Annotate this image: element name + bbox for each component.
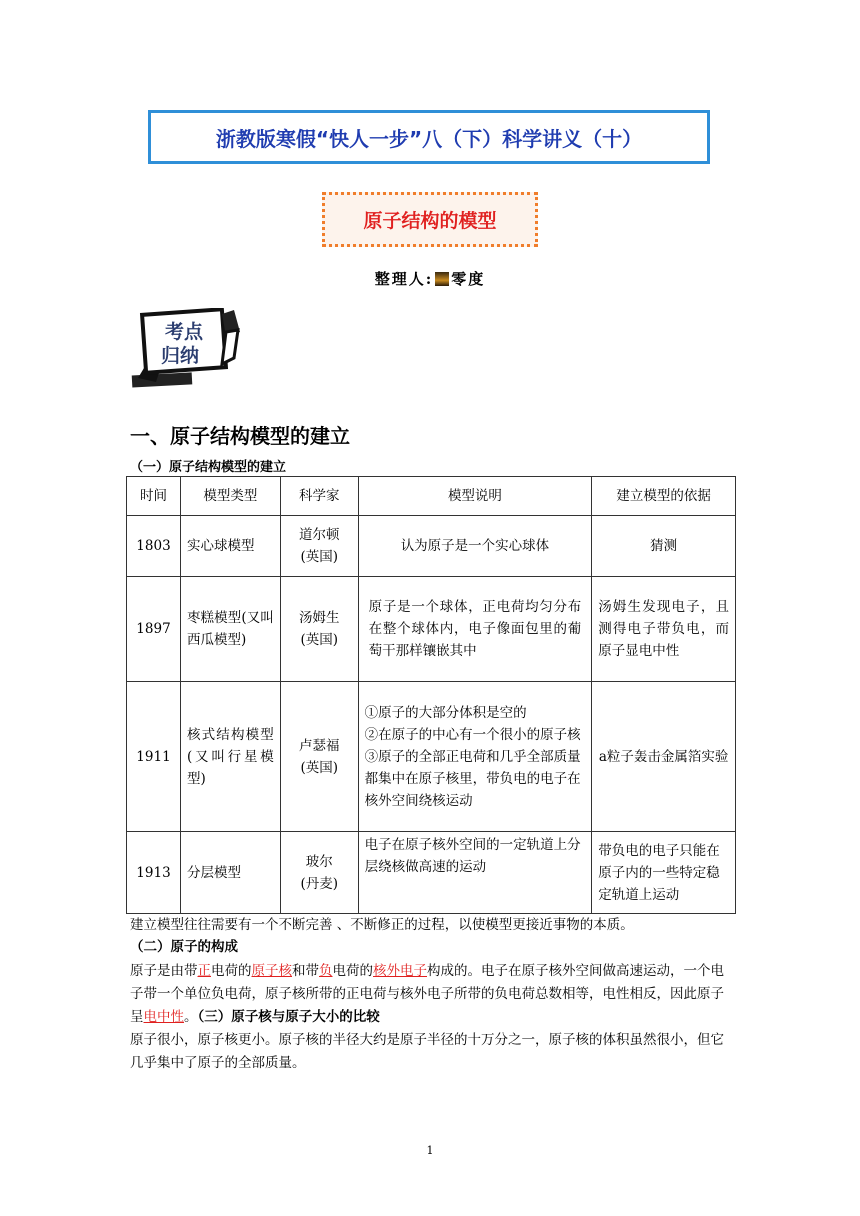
description-cell bbox=[358, 682, 592, 832]
year-cell: 1897 bbox=[127, 577, 181, 682]
description-line: ②在原子的中心有一个很小的原子核 bbox=[364, 726, 581, 743]
table-header-row bbox=[127, 477, 736, 516]
organizer-logo-icon bbox=[435, 272, 449, 286]
emphasis-nucleus: 原子核 bbox=[251, 963, 292, 979]
model-cell: 实心球模型 bbox=[180, 516, 280, 577]
basis-cell: a粒子轰击金属箔实验 bbox=[592, 682, 736, 832]
table-header: 模型说明 bbox=[358, 477, 592, 516]
table-row bbox=[127, 832, 736, 914]
basis-cell: 猜测 bbox=[592, 516, 736, 577]
model-cell: 分层模型 bbox=[180, 832, 280, 914]
table-header: 模型类型 bbox=[180, 477, 280, 516]
model-cell: 枣糕模型(又叫西瓜模型) bbox=[180, 577, 280, 682]
table-header: 时间 bbox=[127, 477, 181, 516]
description-cell: 电子在原子核外空间的一定轨道上分层绕核做高速的运动 bbox=[358, 832, 592, 914]
key-points-badge bbox=[130, 308, 242, 388]
table-header: 建立模型的依据 bbox=[592, 477, 736, 516]
description-cell: 认为原子是一个实心球体 bbox=[358, 516, 592, 577]
section1-subheading: （一）原子结构模型的建立 bbox=[130, 460, 287, 475]
section1-heading: 一、原子结构模型的建立 bbox=[130, 424, 350, 448]
emphasis-neutral: 电中性 bbox=[143, 1009, 184, 1025]
emphasis-negative: 负 bbox=[319, 963, 333, 979]
organizer-name: 零度 bbox=[451, 270, 486, 288]
model-cell: 核式结构模型(又叫行星模型) bbox=[180, 682, 280, 832]
atomic-models-table bbox=[126, 476, 736, 914]
year-cell: 1911 bbox=[127, 682, 181, 832]
badge-line1: 考点 bbox=[164, 321, 204, 343]
scientist-cell: 玻尔 (丹麦) bbox=[280, 832, 358, 914]
basis-cell: 带负电的电子只能在原子内的一些特定稳定轨道上运动 bbox=[592, 832, 736, 914]
organizer-label: 整理人: bbox=[374, 270, 434, 288]
year-cell: 1913 bbox=[127, 832, 181, 914]
description-line: ③原子的全部正电荷和几乎全部质量都集中在原子核里，带负电的电子在核外空间绕核运动 bbox=[364, 748, 581, 809]
emphasis-electrons: 核外电子 bbox=[373, 963, 427, 979]
section3-paragraph: 原子很小，原子核更小。原子核的半径大约是原子半径的十万分之一，原子核的体积虽然很小，但它几乎集中了原子的全部质量。 bbox=[130, 1032, 724, 1071]
section2-heading: （二）原子的构成 bbox=[130, 939, 238, 955]
organizer-line bbox=[0, 268, 860, 289]
document-subtitle: 原子结构的模型 bbox=[322, 192, 538, 247]
table-row bbox=[127, 577, 736, 682]
description-line: ①原子的大部分体积是空的 bbox=[364, 704, 527, 721]
badge-line2: 归纳 bbox=[160, 345, 200, 367]
scientist-cell: 卢瑟福 (英国) bbox=[280, 682, 358, 832]
description-cell: 原子是一个球体，正电荷均匀分布在整个球体内，电子像面包里的葡萄干那样镶嵌其中 bbox=[358, 577, 592, 682]
table-row bbox=[127, 516, 736, 577]
model-note: 建立模型往往需要有一个不断完善 、不断修正的过程，以使模型更接近事物的本质。 bbox=[130, 917, 634, 933]
basis-cell: 汤姆生发现电子，且测得电子带负电，而原子显电中性 bbox=[592, 577, 736, 682]
section3-heading: （三）原子核与原子大小的比较 bbox=[197, 1009, 380, 1025]
scientist-cell: 汤姆生 (英国) bbox=[280, 577, 358, 682]
scientist-cell: 道尔顿 (英国) bbox=[280, 516, 358, 577]
year-cell: 1803 bbox=[127, 516, 181, 577]
section2-paragraph: 原子是由带正电荷的原子核和带负电荷的核外电子构成的。电子在原子核外空间做高速运动，一个电子带一个单位负电荷，原子核所带的正电荷与核外电子所带的负电荷总数相等，电性相反，因此原子呈电中性。（三）原子核与原子大小的比较 bbox=[130, 963, 724, 1025]
document-title: 浙教版寒假“快人一步”八（下）科学讲义（十） bbox=[148, 110, 710, 164]
table-header: 科学家 bbox=[280, 477, 358, 516]
emphasis-positive: 正 bbox=[197, 963, 211, 979]
table-row bbox=[127, 682, 736, 832]
page-number: 1 bbox=[426, 1144, 434, 1157]
